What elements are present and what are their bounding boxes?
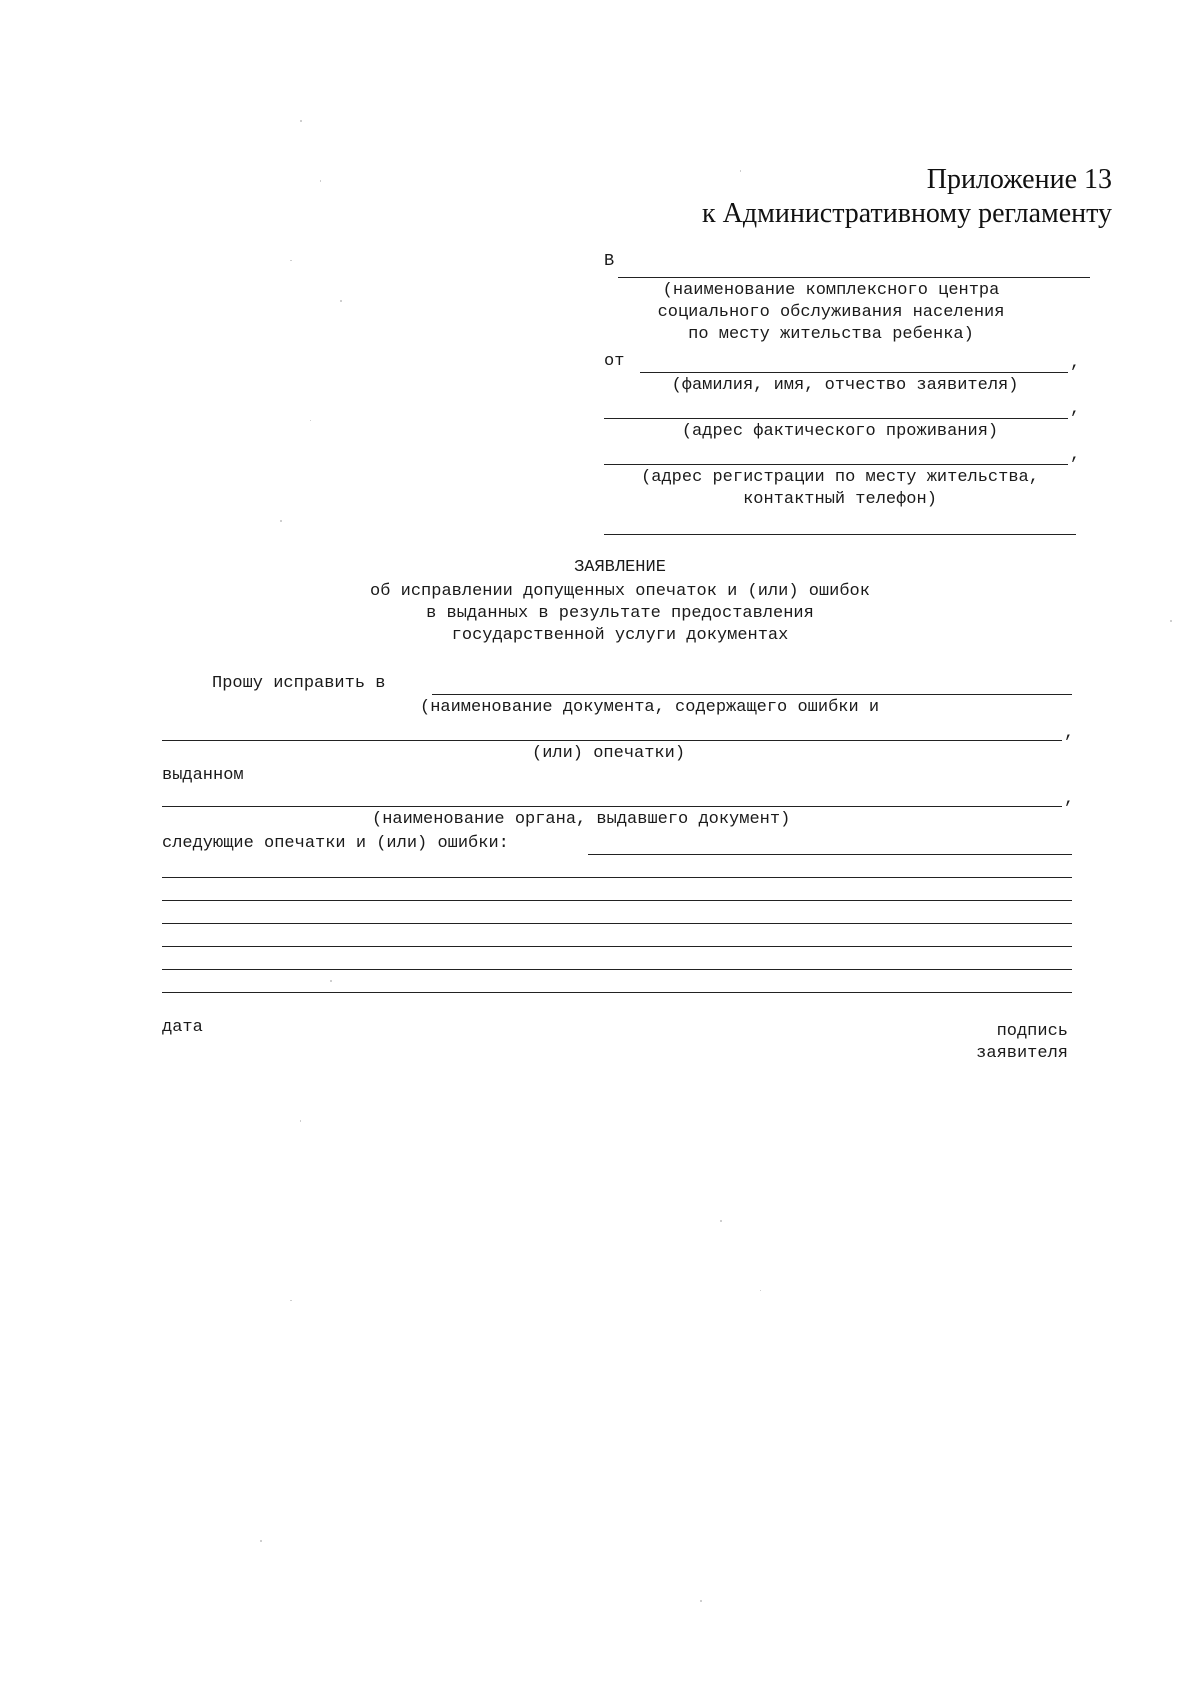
- to-prefix: В: [604, 252, 615, 271]
- address-comma: ,: [1070, 400, 1081, 419]
- from-prefix: от: [604, 352, 625, 371]
- phone-field-line[interactable]: [604, 534, 1076, 535]
- errors-field-line-6[interactable]: [162, 969, 1072, 970]
- errors-field-line-7[interactable]: [162, 992, 1072, 993]
- title-line-2: в выданных в результате предоставления: [426, 604, 814, 623]
- signature-label-line-1: подпись: [996, 1022, 1068, 1041]
- registration-caption-line-1: (адрес регистрации по месту жительства,: [641, 468, 1039, 487]
- request-label: Прошу исправить в: [212, 674, 386, 693]
- to-caption-line-2: социального обслуживания населения: [657, 303, 1005, 322]
- to-caption-line-3: по месту жительства ребенка): [688, 325, 974, 344]
- authority-comma: ,: [1064, 790, 1075, 809]
- document-caption-line-2: (или) опечатки): [532, 744, 686, 763]
- appendix-number: Приложение 13: [926, 164, 1112, 195]
- issuing-authority-field-line[interactable]: [162, 806, 1062, 807]
- issued-label: выданном: [162, 766, 244, 785]
- errors-field-line-2[interactable]: [162, 877, 1072, 878]
- title-heading: ЗАЯВЛЕНИЕ: [574, 558, 666, 577]
- errors-field-line-3[interactable]: [162, 900, 1072, 901]
- signature-label-line-2: заявителя: [976, 1044, 1068, 1063]
- to-field-line[interactable]: [618, 277, 1090, 278]
- to-caption-line-1: (наименование комплексного центра: [662, 281, 1000, 300]
- from-field-line[interactable]: [640, 372, 1068, 373]
- document-caption-line-1: (наименование документа, содержащего ошибки и: [420, 698, 880, 717]
- errors-field-line-4[interactable]: [162, 923, 1072, 924]
- from-caption: (фамилия, имя, отчество заявителя): [671, 376, 1019, 395]
- title-line-1: об исправлении допущенных опечаток и (или) ошибок: [370, 582, 870, 601]
- document-comma: ,: [1064, 724, 1075, 743]
- document-name-field-line[interactable]: [432, 694, 1072, 695]
- authority-caption: (наименование органа, выдавшего документ): [372, 810, 791, 829]
- date-label: дата: [162, 1018, 203, 1037]
- registration-field-line[interactable]: [604, 464, 1068, 465]
- address-field-line[interactable]: [604, 418, 1068, 419]
- errors-field-line-1[interactable]: [588, 854, 1072, 855]
- regulation-reference: к Административному регламенту: [702, 198, 1112, 229]
- registration-caption-line-2: контактный телефон): [743, 490, 937, 509]
- from-comma: ,: [1070, 354, 1081, 373]
- registration-comma: ,: [1070, 446, 1081, 465]
- title-line-3: государственной услуги документах: [451, 626, 789, 645]
- errors-field-line-5[interactable]: [162, 946, 1072, 947]
- errors-label: следующие опечатки и (или) ошибки:: [162, 834, 509, 853]
- address-caption: (адрес фактического проживания): [681, 422, 999, 441]
- document-name-continuation-line[interactable]: [162, 740, 1062, 741]
